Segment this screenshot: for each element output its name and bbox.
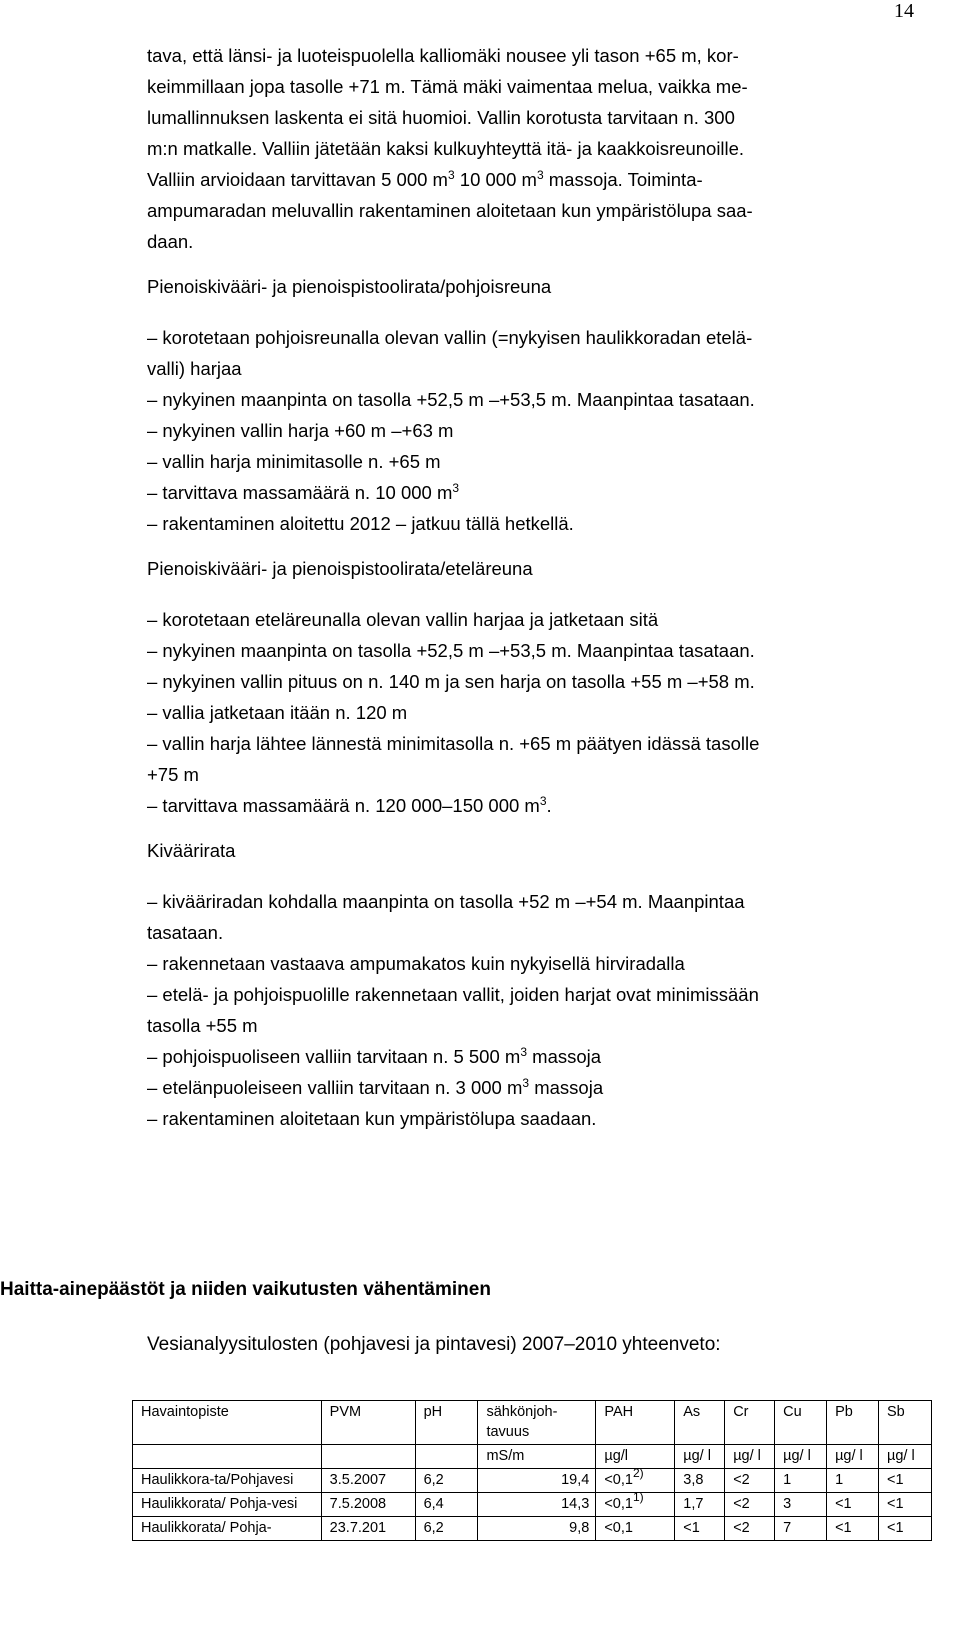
as-cell: 1,7 xyxy=(675,1493,725,1517)
unit-cell xyxy=(133,1445,322,1469)
list-item-end: massoja xyxy=(527,1046,602,1067)
conductivity-cell: 19,4 xyxy=(478,1469,596,1493)
summary-caption: Vesianalyysitulosten (pohjavesi ja pintavesi) 2007–2010 yhteenveto: xyxy=(147,1334,721,1355)
sb-cell: <1 xyxy=(879,1493,932,1517)
list-item-text: – tarvittava massamäärä n. 120 000–150 000 m xyxy=(147,795,540,816)
rifle-list xyxy=(147,886,917,1134)
column-header: PVM xyxy=(321,1401,415,1445)
pb-cell: <1 xyxy=(827,1493,879,1517)
list-item-end: massoja xyxy=(529,1077,604,1098)
list-item: – vallin harja minimitasolle n. +65 m xyxy=(147,451,441,472)
column-header: Cu xyxy=(775,1401,827,1445)
south-list xyxy=(147,604,917,821)
list-item: – nykyinen vallin pituus on n. 140 m ja sen harja on tasolla +55 m –+58 m. xyxy=(147,671,755,692)
column-header: Pb xyxy=(827,1401,879,1445)
document-body xyxy=(147,40,917,1134)
list-item: – etelä- ja pohjoispuolille rakennetaan vallit, joiden harjat ovat minimissään xyxy=(147,984,759,1005)
list-item-continuation: tasataan. xyxy=(147,922,224,943)
unit-cell: µg/ l xyxy=(827,1445,879,1469)
ph-cell: 6,2 xyxy=(415,1517,478,1541)
column-header: sähkönjoh-tavuus xyxy=(478,1401,596,1445)
superscript: 3 xyxy=(520,1045,528,1059)
date-cell: 3.5.2007 xyxy=(321,1469,415,1493)
intro-line: tava, että länsi- ja luoteispuolella kalliomäki nousee yli tason +65 m, kor- xyxy=(147,45,739,66)
cr-cell: <2 xyxy=(725,1517,775,1541)
list-item: – korotetaan eteläreunalla olevan vallin harjaa ja jatketaan sitä xyxy=(147,609,659,630)
footnote-marker: 2) xyxy=(632,1466,644,1480)
cu-cell: 1 xyxy=(775,1469,827,1493)
list-item: – nykyinen maanpinta on tasolla +52,5 m –+53,5 m. Maanpintaa tasataan. xyxy=(147,640,755,661)
pah-value: <0,1 xyxy=(604,1472,633,1488)
list-item: – vallin harja lähtee lännestä minimitasolla n. +65 m päätyen idässä tasolle xyxy=(147,733,760,754)
pah-value: <0,1 xyxy=(604,1496,633,1512)
south-section-title: Pienoiskivääri- ja pienoispistoolirata/eteläreuna xyxy=(147,558,533,579)
intro-line: lumallinnuksen laskenta ei sitä huomioi. Vallin korotusta tarvitaan n. 300 xyxy=(147,107,735,128)
pb-cell: <1 xyxy=(827,1517,879,1541)
unit-cell: µg/ l xyxy=(879,1445,932,1469)
date-cell: 23.7.201 xyxy=(321,1517,415,1541)
ph-cell: 6,4 xyxy=(415,1493,478,1517)
unit-cell xyxy=(415,1445,478,1469)
superscript: 3 xyxy=(539,794,547,808)
column-header: Havaintopiste xyxy=(133,1401,322,1445)
list-item xyxy=(147,790,917,821)
table-row xyxy=(133,1517,932,1541)
list-item: – nykyinen vallin harja +60 m –+63 m xyxy=(147,420,454,441)
conductivity-cell: 14,3 xyxy=(478,1493,596,1517)
cu-cell: 7 xyxy=(775,1517,827,1541)
water-analysis-table xyxy=(132,1400,932,1541)
sb-cell: <1 xyxy=(879,1517,932,1541)
list-item: – kivääriradan kohdalla maanpinta on tasolla +52 m –+54 m. Maanpintaa xyxy=(147,891,745,912)
intro-volume-suffix: massoja. Toiminta- xyxy=(543,169,703,190)
as-cell: 3,8 xyxy=(675,1469,725,1493)
intro-paragraph xyxy=(147,40,917,257)
unit-cell: µg/ l xyxy=(775,1445,827,1469)
cr-cell: <2 xyxy=(725,1469,775,1493)
superscript: 3 xyxy=(452,481,460,495)
as-cell: <1 xyxy=(675,1517,725,1541)
ph-cell: 6,2 xyxy=(415,1469,478,1493)
list-item-continuation: tasolla +55 m xyxy=(147,1015,258,1036)
superscript: 3 xyxy=(522,1076,530,1090)
intro-volume-prefix: Valliin arvioidaan tarvittavan 5 000 m xyxy=(147,169,448,190)
superscript: 3 xyxy=(536,168,544,182)
unit-cell: mS/m xyxy=(478,1445,596,1469)
section-heading: Haitta-ainepäästöt ja niiden vaikutusten vähentäminen xyxy=(0,1279,491,1300)
intro-line: ampumaradan meluvallin rakentaminen aloitetaan kun ympäristölupa saa- xyxy=(147,200,753,221)
list-item-text: – etelänpuoleiseen valliin tarvitaan n. 3 000 m xyxy=(147,1077,523,1098)
intro-line: keimmillaan jopa tasolle +71 m. Tämä mäki vaimentaa melua, vaikka me- xyxy=(147,76,748,97)
intro-volume-line xyxy=(147,164,917,195)
list-item-continuation: +75 m xyxy=(147,764,199,785)
cu-cell: 3 xyxy=(775,1493,827,1517)
table-units-row xyxy=(133,1445,932,1469)
list-item: – nykyinen maanpinta on tasolla +52,5 m –+53,5 m. Maanpintaa tasataan. xyxy=(147,389,755,410)
list-item-continuation: valli) harjaa xyxy=(147,358,242,379)
list-item: – rakennetaan vastaava ampumakatos kuin nykyisellä hirviradalla xyxy=(147,953,685,974)
list-item xyxy=(147,477,917,508)
unit-cell: µg/ l xyxy=(675,1445,725,1469)
site-cell: Haulikkorata/ Pohja- xyxy=(133,1517,322,1541)
superscript: 3 xyxy=(447,168,455,182)
sb-cell: <1 xyxy=(879,1469,932,1493)
pah-value: <0,1 xyxy=(604,1520,633,1536)
unit-cell xyxy=(321,1445,415,1469)
pb-cell: 1 xyxy=(827,1469,879,1493)
list-item: – vallia jatketaan itään n. 120 m xyxy=(147,702,408,723)
column-header: Cr xyxy=(725,1401,775,1445)
intro-line: daan. xyxy=(147,231,194,252)
intro-line: m:n matkalle. Valliin jätetään kaksi kulkuyhteyttä itä- ja kaakkoisreunoille. xyxy=(147,138,745,159)
date-cell: 7.5.2008 xyxy=(321,1493,415,1517)
intro-volume-mid: 10 000 m xyxy=(454,169,537,190)
list-item: – rakentaminen aloitetaan kun ympäristölupa saadaan. xyxy=(147,1108,597,1129)
unit-cell: µg/ l xyxy=(725,1445,775,1469)
column-header: PAH xyxy=(596,1401,675,1445)
page-number: 14 xyxy=(894,0,914,22)
north-list xyxy=(147,322,917,539)
list-item xyxy=(147,1041,917,1072)
list-item-text: – pohjoispuoliseen valliin tarvitaan n. 5 500 m xyxy=(147,1046,521,1067)
pah-cell xyxy=(596,1517,675,1541)
site-cell: Haulikkora-ta/Pohjavesi xyxy=(133,1469,322,1493)
table-row xyxy=(133,1493,932,1517)
column-header: Sb xyxy=(879,1401,932,1445)
list-item: – korotetaan pohjoisreunalla olevan vallin (=nykyisen haulikkoradan etelä- xyxy=(147,327,753,348)
north-section-title: Pienoiskivääri- ja pienoispistoolirata/pohjoisreuna xyxy=(147,276,552,297)
list-item-text: – tarvittava massamäärä n. 10 000 m xyxy=(147,482,453,503)
site-cell: Haulikkorata/ Pohja-vesi xyxy=(133,1493,322,1517)
column-header: As xyxy=(675,1401,725,1445)
list-item xyxy=(147,1072,917,1103)
footnote-marker: 1) xyxy=(632,1490,644,1504)
cr-cell: <2 xyxy=(725,1493,775,1517)
unit-cell: µg/l xyxy=(596,1445,675,1469)
pah-cell xyxy=(596,1466,675,1493)
pah-cell xyxy=(596,1490,675,1517)
rifle-section-title: Kiväärirata xyxy=(147,840,236,861)
list-item: – rakentaminen aloitettu 2012 – jatkuu tällä hetkellä. xyxy=(147,513,574,534)
table-header-row xyxy=(133,1401,932,1445)
conductivity-cell: 9,8 xyxy=(478,1517,596,1541)
table-row xyxy=(133,1469,932,1493)
list-item-end: . xyxy=(546,795,552,816)
column-header: pH xyxy=(415,1401,478,1445)
